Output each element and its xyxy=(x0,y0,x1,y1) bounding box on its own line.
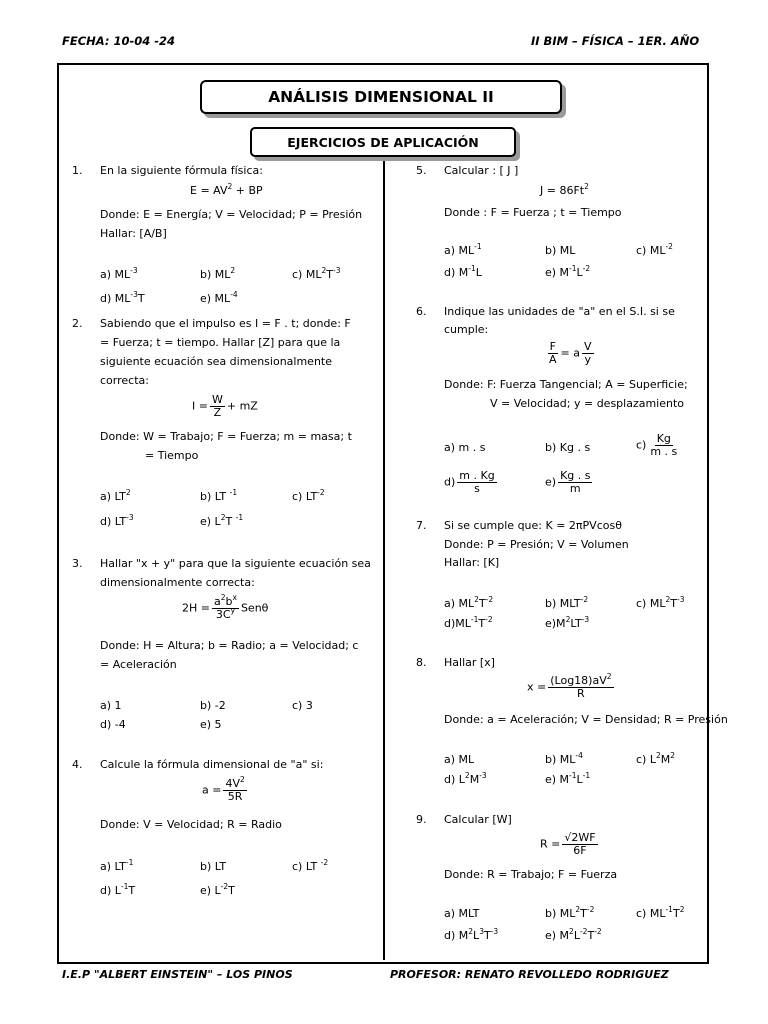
problem-6-line-1: Indique las unidades de "a" en el S.I. si se xyxy=(444,305,675,318)
column-divider xyxy=(383,160,385,960)
problem-6-option-d: d) $\frac{m . Kg}{s}$ xyxy=(444,469,495,495)
problem-1-option-c: c) $ML^2T^{-3}$ xyxy=(292,266,341,281)
problem-2-option-a: a) $LT^2$ xyxy=(100,488,131,503)
footer-school: I.E.P "ALBERT EINSTEIN" – LOS PINOS xyxy=(62,968,293,981)
problem-1-option-b: b) $ML^2$ xyxy=(200,266,236,281)
header-course: II BIM – FÍSICA – 1ER. AÑO xyxy=(531,34,700,48)
header-date: FECHA: 10-04 -24 xyxy=(62,34,176,48)
problem-5-option-b: b) ML xyxy=(545,244,576,257)
problem-8-where: Donde: a = Aceleración; V = Densidad; R = Presión xyxy=(444,713,728,726)
problem-3-where-2: = Aceleración xyxy=(100,658,177,671)
problem-2-line-4: correcta: xyxy=(100,374,149,387)
problem-2-option-e: e) $L^2T$ $^{-1}$ xyxy=(200,513,244,528)
problem-3-option-a: a) 1 xyxy=(100,699,122,712)
problem-8-number: 8. xyxy=(416,656,427,669)
problem-8-option-e: e) $M^{-1}L^{-1}$ xyxy=(545,771,591,786)
problem-8-option-d: d) $L^2M^{-3}$ xyxy=(444,771,487,786)
problem-3-number: 3. xyxy=(72,557,83,570)
problem-9-formula: R = $\frac{√2WF}{6F}$ xyxy=(540,831,596,857)
problem-9-number: 9. xyxy=(416,813,427,826)
problem-9-where: Donde: R = Trabajo; F = Fuerza xyxy=(444,868,618,881)
problem-5-option-c: c) $ML^{-2}$ xyxy=(636,242,673,257)
problem-7-option-a: a) $ML^2T^{-2}$ xyxy=(444,595,494,610)
problem-3-option-c: c) 3 xyxy=(292,699,313,712)
problem-6-option-b: b) Kg . s xyxy=(545,441,591,454)
problem-7-text: Si se cumple que: K = 2πPVcosθ xyxy=(444,519,622,532)
problem-2-option-b: b) LT $^{-1}$ xyxy=(200,488,238,503)
problem-9-text: Calcular [W] xyxy=(444,813,512,826)
problem-3-where-1: Donde: H = Altura; b = Radio; a = Velocidad; c xyxy=(100,639,359,652)
problem-3-line-1: Hallar "x + y" para que la siguiente ecuación sea xyxy=(100,557,371,570)
problem-4-option-c: c) LT $^{-2}$ xyxy=(292,858,329,873)
problem-9-option-a: a) MLT xyxy=(444,907,480,920)
problem-2-line-3: siguiente ecuación sea dimensionalmente xyxy=(100,355,332,368)
problem-6-where-1: Donde: F: Fuerza Tangencial; A = Superficie; xyxy=(444,378,688,391)
problem-9-option-d: d) $M^2L^3T^{-3}$ xyxy=(444,927,499,942)
problem-5-option-a: a) $ML^{-1}$ xyxy=(444,242,482,257)
problem-1-number: 1. xyxy=(72,164,83,177)
problem-7-number: 7. xyxy=(416,519,427,532)
problem-5-text: Calcular : [ J ] xyxy=(444,164,519,177)
problem-8-option-b: b) $ML^{-4}$ xyxy=(545,751,583,766)
problem-2-option-c: c) $LT^{-2}$ xyxy=(292,488,325,503)
problem-7-ask: Hallar: [K] xyxy=(444,556,500,569)
problem-8-formula: x = $\frac{(Log18)aV^2}{R}$ xyxy=(527,672,612,700)
footer-teacher: PROFESOR: RENATO REVOLLEDO RODRIGUEZ xyxy=(390,968,669,981)
problem-6-number: 6. xyxy=(416,305,427,318)
problem-6-formula: $\frac{F}{A}$ = a $\frac{V}{y}$ xyxy=(549,340,592,366)
problem-4-option-b: b) LT xyxy=(200,860,227,873)
problem-3-option-b: b) -2 xyxy=(200,699,226,712)
problem-8-text: Hallar [x] xyxy=(444,656,495,669)
problem-2-where-2: = Tiempo xyxy=(145,449,199,462)
problem-2-formula: I = $\frac{W}{Z}$ + mZ xyxy=(192,393,258,419)
problem-2-line-1: Sabiendo que el impulso es I = F . t; donde: F xyxy=(100,317,351,330)
problem-5-formula: $J = 86Ft^2$ xyxy=(540,182,589,197)
problem-4-option-d: d) $L^{-1}T$ xyxy=(100,882,136,897)
problem-4-option-e: e) $L^{-2}T$ xyxy=(200,882,235,897)
problem-3-formula: 2H = $\frac{a^2b^x}{3C^y}$ Senθ xyxy=(182,593,269,621)
problem-6-option-a: a) m . s xyxy=(444,441,486,454)
problem-9-option-b: b) $ML^2T^{-2}$ xyxy=(545,905,595,920)
problem-7-option-e: $e)M^2LT^{-3}$ xyxy=(545,615,590,630)
section-title: EJERCICIOS DE APLICACIÓN xyxy=(250,127,516,157)
problem-7-where: Donde: P = Presión; V = Volumen xyxy=(444,538,629,551)
problem-2-option-d: d) $LT^{-3}$ xyxy=(100,513,134,528)
problem-7-option-b: b) $MLT^{-2}$ xyxy=(545,595,589,610)
problem-5-option-d: d) $M^{-1}L$ xyxy=(444,264,482,279)
problem-1-where: Donde: E = Energía; V = Velocidad; P = Presión xyxy=(100,208,363,221)
problem-8-option-c: c) $L^2M^2$ xyxy=(636,751,676,766)
problem-1-option-e: e) $ML^{-4}$ xyxy=(200,290,238,305)
problem-1-option-d: d) $ML^{-3}T$ xyxy=(100,290,145,305)
problem-2-where-1: Donde: W = Trabajo; F = Fuerza; m = masa; t xyxy=(100,430,352,443)
problem-3-option-e: e) 5 xyxy=(200,718,222,731)
problem-2-line-2: = Fuerza; t = tiempo. Hallar [Z] para que la xyxy=(100,336,341,349)
problem-4-text: Calcule la fórmula dimensional de "a" si: xyxy=(100,758,324,771)
problem-6-option-c: c) $\frac{Kg}{m . s}$ xyxy=(636,432,678,458)
problem-4-option-a: a) $LT^{-1}$ xyxy=(100,858,134,873)
problem-3-line-2: dimensionalmente correcta: xyxy=(100,576,255,589)
problem-6-where-2: V = Velocidad; y = desplazamiento xyxy=(490,397,685,410)
problem-9-option-c: c) $ML^{-1}T^2$ xyxy=(636,905,685,920)
problem-3-option-d: d) -4 xyxy=(100,718,126,731)
problem-5-option-e: e) $M^{-1}L^{-2}$ xyxy=(545,264,591,279)
problem-1-text: En la siguiente fórmula física: xyxy=(100,164,263,177)
problem-5-number: 5. xyxy=(416,164,427,177)
problem-6-line-2: cumple: xyxy=(444,323,489,336)
problem-4-where: Donde: V = Velocidad; R = Radio xyxy=(100,818,282,831)
problem-4-number: 4. xyxy=(72,758,83,771)
problem-1-option-a: a) $ML^{-3}$ xyxy=(100,266,138,281)
problem-5-where: Donde : F = Fuerza ; t = Tiempo xyxy=(444,206,622,219)
problem-6-option-e: e) $\frac{Kg . s}{m}$ xyxy=(545,469,591,495)
problem-2-number: 2. xyxy=(72,317,83,330)
problem-9-option-e: e) $M^2L^{-2}T^{-2}$ xyxy=(545,927,602,942)
problem-1-ask: Hallar: [A/B] xyxy=(100,227,167,240)
problem-4-formula: a = $\frac{4V^2}{5R}$ xyxy=(202,775,245,803)
problem-7-option-c: c) $ML^2T^{-3}$ xyxy=(636,595,685,610)
problem-7-option-d: $d)ML^{-1}T^{-2}$ xyxy=(444,615,493,630)
problem-8-option-a: a) ML xyxy=(444,753,475,766)
problem-1-formula: $E = AV^2$ + BP xyxy=(190,182,263,197)
page-title: ANÁLISIS DIMENSIONAL II xyxy=(200,80,562,114)
